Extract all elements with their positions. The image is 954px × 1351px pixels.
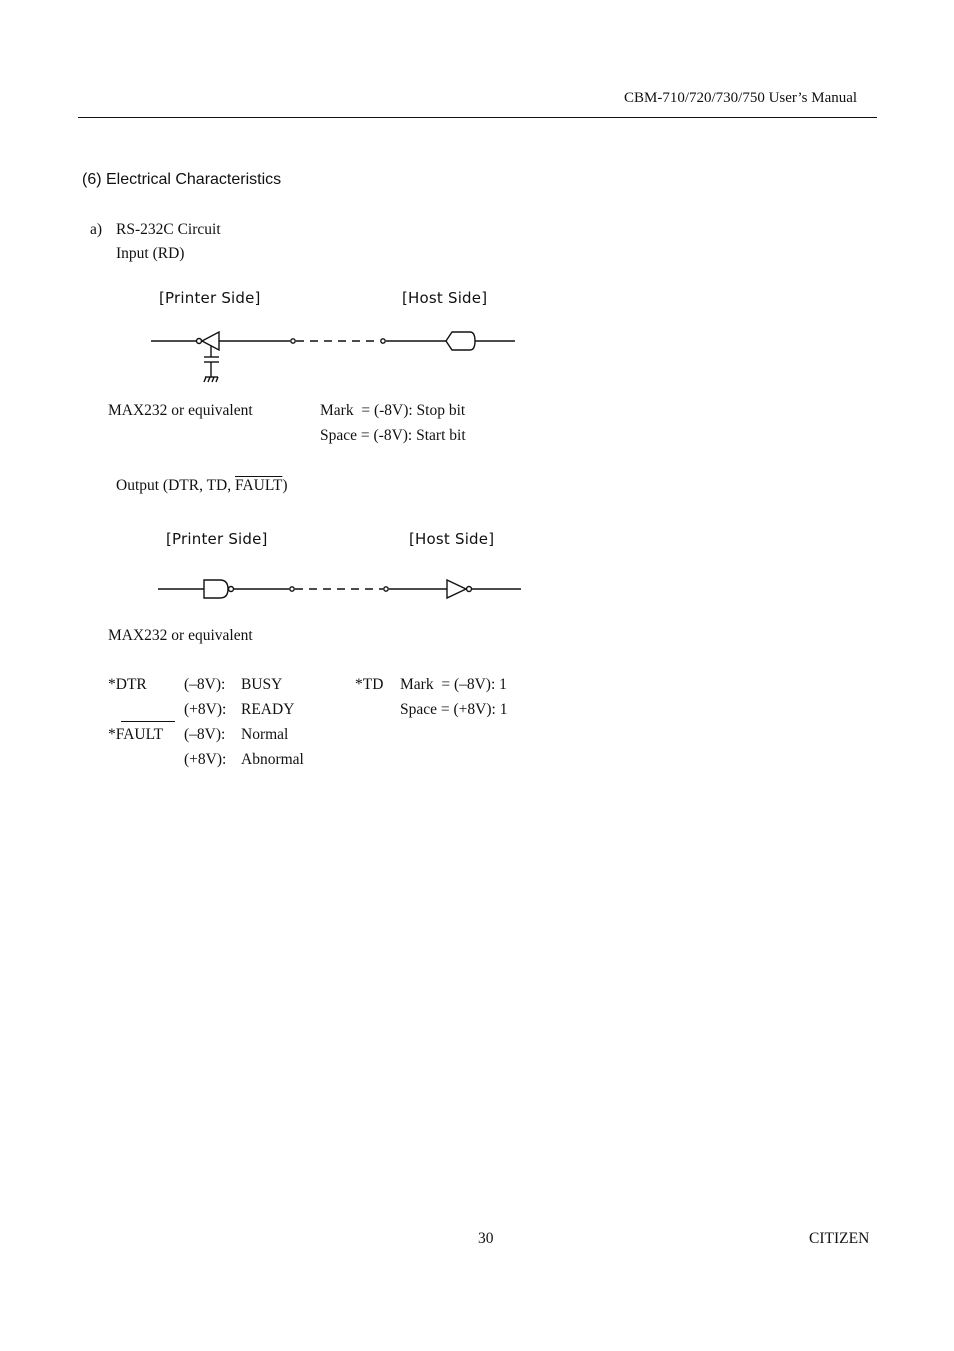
- output-device-note: MAX232 or equivalent: [108, 627, 253, 644]
- output-label-suffix: ): [282, 477, 288, 494]
- fault-row-1-state: Normal: [241, 726, 289, 743]
- input-printer-side-label: [Printer Side]: [159, 289, 261, 307]
- input-mark-note: Mark = (-8V): Stop bit: [320, 402, 466, 419]
- fault-overline-bar: [121, 721, 175, 722]
- page-number: 30: [478, 1230, 494, 1247]
- output-label-prefix: Output (DTR, TD,: [116, 477, 235, 494]
- input-device-note: MAX232 or equivalent: [108, 402, 253, 419]
- subsection-marker: a): [90, 221, 103, 238]
- dtr-row-2-state: READY: [241, 701, 295, 718]
- output-host-side-label: [Host Side]: [409, 530, 495, 548]
- output-label-fault: FAULT: [234, 477, 283, 494]
- dtr-signal-name: *DTR: [108, 676, 147, 693]
- subsection-title: RS-232C Circuit: [116, 221, 221, 238]
- dtr-row-1-state: BUSY: [241, 676, 283, 693]
- fault-signal-name: *FAULT: [108, 726, 164, 743]
- dtr-row-1-voltage: (–8V):: [184, 676, 226, 693]
- input-label: Input (RD): [116, 245, 185, 262]
- output-printer-side-label: [Printer Side]: [166, 530, 268, 548]
- fault-row-2-state: Abnormal: [241, 751, 304, 768]
- footer-brand: CITIZEN: [809, 1230, 870, 1247]
- dtr-row-2-voltage: (+8V):: [184, 701, 227, 718]
- manual-title: CBM-710/720/730/750 User’s Manual: [624, 90, 858, 106]
- td-signal-name: *TD: [355, 676, 384, 693]
- fault-row-1-voltage: (–8V):: [184, 726, 226, 743]
- input-host-side-label: [Host Side]: [402, 289, 488, 307]
- fault-row-2-voltage: (+8V):: [184, 751, 227, 768]
- input-space-note: Space = (-8V): Start bit: [320, 427, 466, 444]
- section-heading: (6) Electrical Characteristics: [82, 171, 282, 188]
- td-mark: Mark = (–8V): 1: [400, 676, 507, 693]
- td-space: Space = (+8V): 1: [400, 701, 508, 718]
